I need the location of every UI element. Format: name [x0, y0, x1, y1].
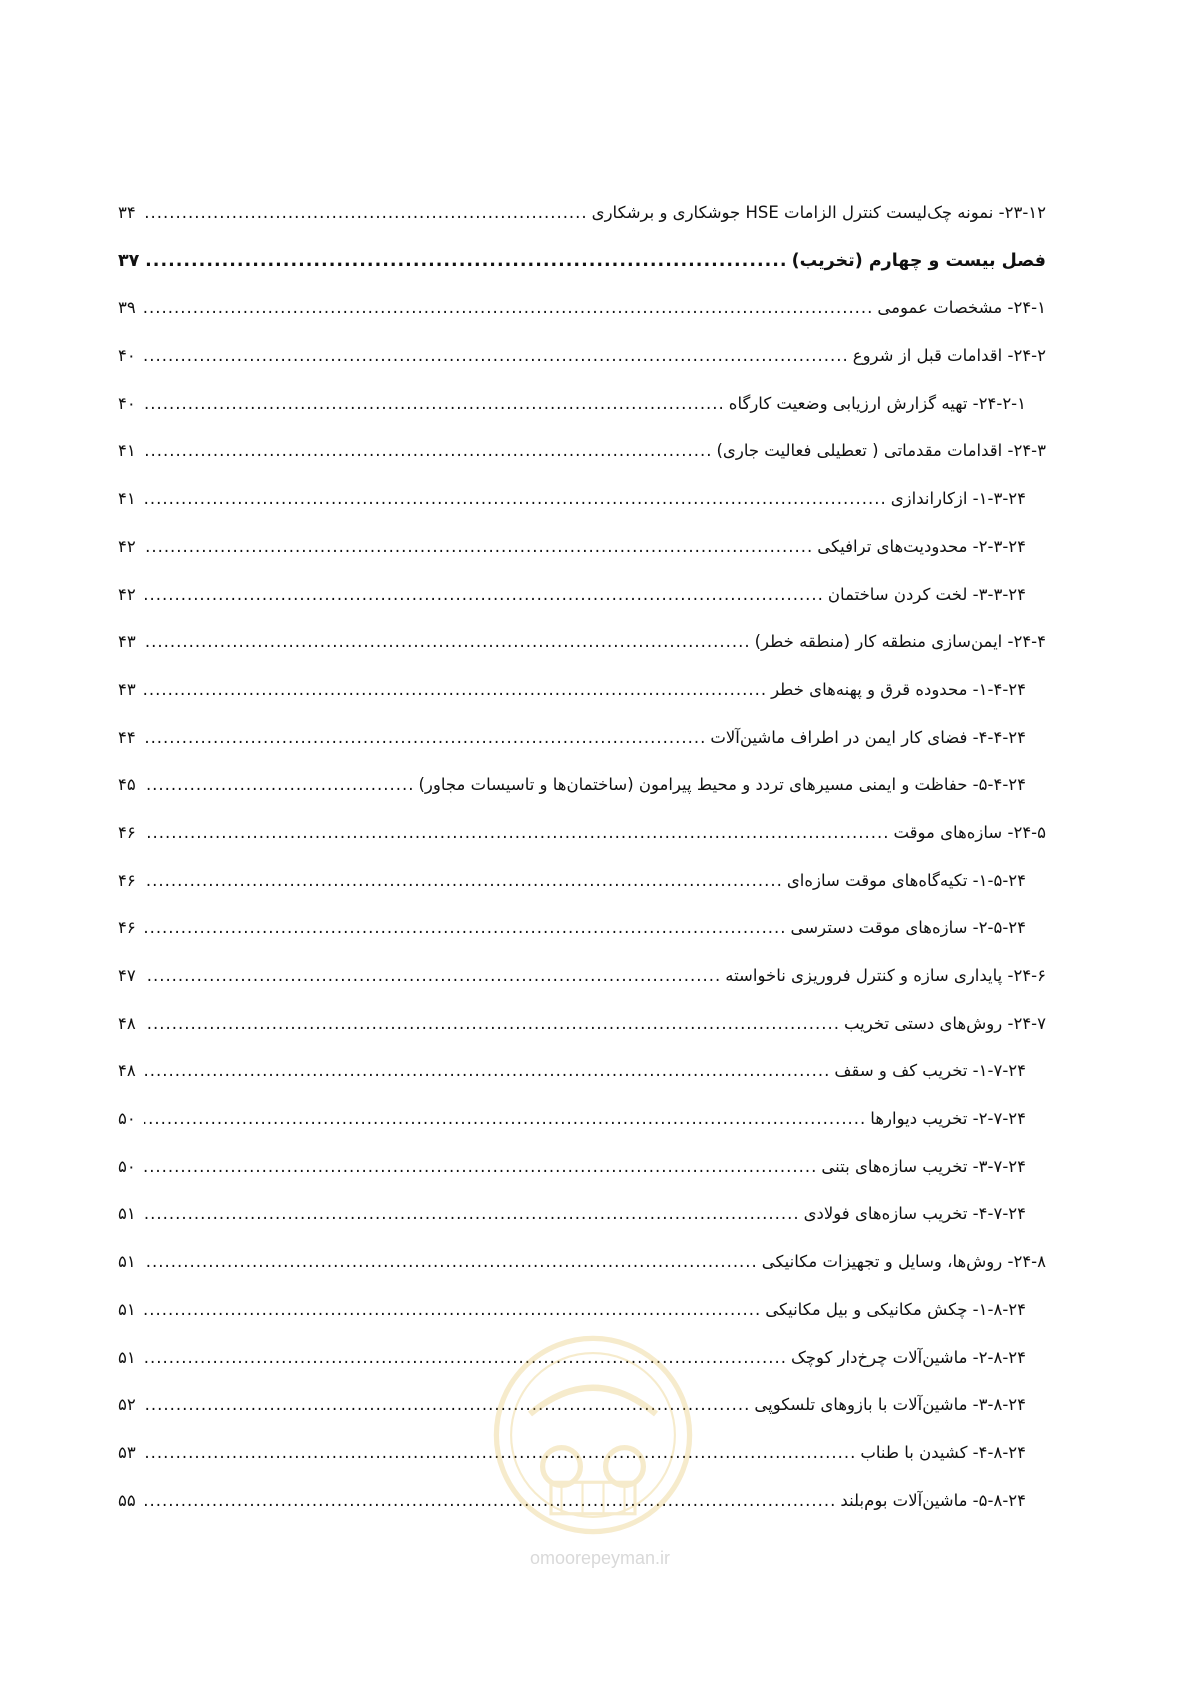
- toc-entry[interactable]: [118, 298, 1046, 346]
- watermark-url: omoorepeyman.ir: [529, 1548, 671, 1568]
- toc-entry-title: ۴-۴-۲۴- فضای کار ایمن در اطراف ماشین‌آلات: [710, 727, 1026, 747]
- dot-leader: [144, 1014, 840, 1033]
- toc-entry-page: ۴۱: [118, 489, 136, 509]
- toc-entry-page: ۴۳: [118, 632, 136, 652]
- dot-leader: [144, 632, 751, 651]
- dot-leader: [144, 1157, 817, 1176]
- toc-entry-title: ۵-۸-۲۴- ماشین‌آلات بوم‌بلند: [840, 1490, 1026, 1510]
- toc-entry[interactable]: [118, 394, 1046, 442]
- toc-entry[interactable]: [118, 680, 1046, 728]
- toc-entry-page: ۴۲: [118, 536, 136, 556]
- toc-entry-page: ۴۱: [118, 441, 136, 461]
- toc-entry[interactable]: [118, 871, 1046, 919]
- toc-entry-title: ۲۴-۳- اقدامات مقدماتی ( تعطیلی فعالیت جاری): [716, 441, 1046, 461]
- dot-leader: [144, 441, 713, 460]
- dot-leader: [144, 1204, 800, 1223]
- toc-entry-title: ۱-۵-۲۴- تکیه‌گاه‌های موقت سازه‌ای: [786, 870, 1026, 890]
- toc-entry-page: ۴۵: [118, 775, 136, 795]
- toc-entry-title: ۵-۴-۲۴- حفاظت و ایمنی مسیرهای تردد و محیط پیرامون (ساختمان‌ها و تاسیسات مجاور): [418, 775, 1026, 795]
- toc-entry[interactable]: [118, 632, 1046, 680]
- toc-entry-title: ۲۴-۲- اقدامات قبل از شروع: [852, 346, 1046, 366]
- toc-entry-title: ۲۴-۲-۱- تهیه گزارش ارزیابی وضعیت کارگاه: [728, 393, 1026, 413]
- toc-entry-page: ۵۲: [118, 1395, 136, 1415]
- dot-leader: [144, 823, 889, 842]
- toc-entry-page: ۴۴: [118, 727, 136, 747]
- toc-entry-page: ۴۲: [118, 584, 136, 604]
- toc-entry[interactable]: [118, 203, 1046, 251]
- toc-entry-page: ۴۶: [118, 870, 136, 890]
- toc-entry-page: ۴۳: [118, 679, 136, 699]
- toc-entry-page: ۴۶: [118, 918, 136, 938]
- toc-entry-title: ۱-۳-۲۴- ازکاراندازی: [890, 489, 1026, 509]
- toc-entry[interactable]: [118, 1204, 1046, 1252]
- toc-entry[interactable]: [118, 823, 1046, 871]
- toc-entry-page: ۵۳: [118, 1442, 136, 1462]
- dot-leader: [144, 1061, 830, 1080]
- toc-entry-title: ۲۴-۶- پایداری سازه و کنترل فروریزی ناخواسته: [725, 966, 1046, 985]
- toc-entry-title: ۳-۳-۲۴- لخت کردن ساختمان: [827, 584, 1026, 604]
- toc-entry-title: ۲-۵-۲۴- سازه‌های موقت دسترسی: [790, 918, 1026, 938]
- toc-entry-title: ۴-۸-۲۴- کشیدن با طناب: [860, 1442, 1026, 1462]
- toc-entry[interactable]: [118, 728, 1046, 776]
- toc-entry[interactable]: [118, 775, 1046, 823]
- toc-entry[interactable]: [118, 441, 1046, 489]
- toc-entry-page: ۴۷: [118, 966, 136, 985]
- toc-entry-title: ۳-۸-۲۴- ماشین‌آلات با بازوهای تلسکوپی: [754, 1395, 1026, 1415]
- toc-entry[interactable]: [118, 1014, 1046, 1062]
- dot-leader: [144, 489, 887, 508]
- toc-entry-title: ۲-۸-۲۴- ماشین‌آلات چرخ‌دار کوچک: [790, 1347, 1026, 1367]
- toc-entry[interactable]: [118, 1061, 1046, 1109]
- toc-entry-title: ۲۴-۸- روش‌ها، وسایل و تجهیزات مکانیکی: [761, 1252, 1046, 1272]
- toc-entry-page: ۴۶: [118, 822, 136, 842]
- toc-entry-title: ۳-۷-۲۴- تخریب سازه‌های بتنی: [821, 1156, 1026, 1176]
- toc-entry-page: ۵۵: [118, 1490, 136, 1510]
- toc-entry-page: ۴۰: [118, 393, 136, 413]
- toc-entry-page: ۵۱: [118, 1347, 136, 1367]
- toc-entry-title: ۱-۷-۲۴- تخریب کف و سقف: [834, 1061, 1026, 1081]
- toc-entry-title: ۲۳-۱۲- نمونه چک‌لیست کنترل الزامات HSE جوشکاری و برشکاری: [591, 203, 1046, 222]
- toc-entry-title: ۲۴-۱- مشخصات عمومی: [877, 298, 1046, 318]
- toc-entry-title: ۱-۸-۲۴- چکش مکانیکی و بیل مکانیکی: [765, 1299, 1026, 1319]
- toc-entry-title: فصل بیست و چهارم (تخریب): [791, 250, 1046, 271]
- toc-entry[interactable]: [118, 537, 1046, 585]
- toc-entry-page: ۵۱: [118, 1252, 136, 1272]
- toc-entry-page: ۴۸: [118, 1061, 136, 1081]
- toc-entry-page: ۳۴: [118, 203, 136, 222]
- toc-entry-title: ۲-۳-۲۴- محدودیت‌های ترافیکی: [817, 536, 1026, 556]
- toc-entry-page: ۵۰: [118, 1109, 136, 1129]
- dot-leader: [144, 1109, 866, 1128]
- dot-leader: [144, 871, 783, 890]
- dot-leader: [144, 966, 721, 985]
- toc-entry[interactable]: [118, 489, 1046, 537]
- toc-entry[interactable]: [118, 966, 1046, 1014]
- toc-entry-page: ۳۷: [118, 250, 140, 271]
- dot-leader: [144, 346, 849, 365]
- toc-entry-title: ۲۴-۴- ایمن‌سازی منطقه کار (منطقه خطر): [754, 632, 1046, 652]
- toc-entry-page: ۵۱: [118, 1204, 136, 1224]
- toc-entry-title: ۱-۴-۲۴- محدوده قرق و پهنه‌های خطر: [771, 679, 1026, 699]
- dot-leader: [144, 585, 824, 604]
- watermark-seal-icon: [488, 1330, 698, 1540]
- dot-leader: [144, 203, 588, 222]
- toc-entry[interactable]: [118, 918, 1046, 966]
- dot-leader: [144, 1252, 758, 1271]
- toc-entry[interactable]: [118, 1157, 1046, 1205]
- toc-entry-page: ۴۸: [118, 1013, 136, 1033]
- toc-entry[interactable]: [118, 1109, 1046, 1157]
- dot-leader: [144, 298, 873, 317]
- toc-entry[interactable]: [118, 585, 1046, 633]
- toc-entry-page: ۵۱: [118, 1299, 136, 1319]
- toc-entry-page: ۴۰: [118, 346, 136, 366]
- toc-entry-page: ۵۰: [118, 1156, 136, 1176]
- toc-entry-title: ۲۴-۵- سازه‌های موقت: [893, 822, 1046, 842]
- dot-leader: [144, 775, 414, 794]
- dot-leader: [144, 1300, 761, 1319]
- toc-entry[interactable]: [118, 346, 1046, 394]
- dot-leader: [144, 728, 706, 747]
- toc-entry-title: ۴-۷-۲۴- تخریب سازه‌های فولادی: [803, 1204, 1026, 1224]
- toc-entry-title: ۲-۷-۲۴- تخریب دیوارها: [870, 1109, 1026, 1129]
- dot-leader: [144, 251, 788, 271]
- toc-entry-title: ۲۴-۷- روش‌های دستی تخریب: [843, 1013, 1046, 1033]
- chapter-entry[interactable]: [118, 251, 1046, 299]
- toc-entry-page: ۳۹: [118, 298, 136, 318]
- dot-leader: [144, 537, 813, 556]
- dot-leader: [144, 394, 725, 413]
- dot-leader: [144, 918, 787, 937]
- toc-entry[interactable]: [118, 1252, 1046, 1300]
- dot-leader: [144, 680, 767, 699]
